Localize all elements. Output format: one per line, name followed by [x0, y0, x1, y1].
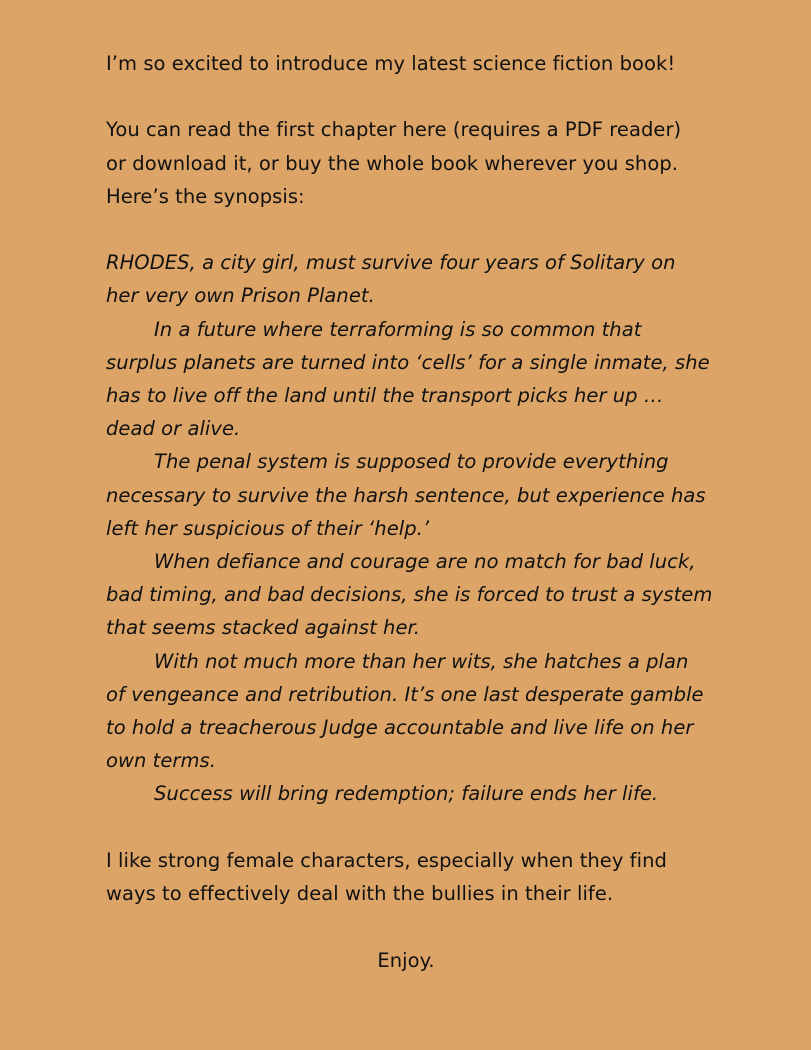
synopsis-line: of vengeance and retribution. It’s one last desperate gamble: [106, 682, 704, 706]
synopsis-line: The penal system is supposed to provide everything: [154, 450, 669, 474]
synopsis-line: Success will bring redemption; failure ends her life.: [154, 782, 659, 806]
synopsis-line: When defiance and courage are no match for bad luck,: [154, 550, 696, 574]
synopsis-block: [106, 246, 721, 810]
closing-line: I like strong female characters, especially when they find: [106, 848, 667, 872]
synopsis-paragraph-3: [106, 445, 721, 545]
intro-line: I’m so excited to introduce my latest science fiction book!: [106, 52, 676, 75]
synopsis-line: With not much more than her wits, she hatches a plan: [154, 649, 689, 673]
synopsis-paragraph-1: [106, 246, 721, 312]
intro-paragraph: [106, 47, 721, 80]
closing-paragraph: [106, 844, 721, 910]
synopsis-line: dead or alive.: [106, 417, 241, 441]
paragraph-gap: [106, 80, 721, 113]
synopsis-paragraph-2: [106, 313, 721, 446]
synopsis-line: has to live off the land until the transport picks her up …: [106, 384, 664, 407]
synopsis-paragraph-4: [106, 545, 721, 645]
signoff-text: Enjoy.: [377, 949, 435, 973]
synopsis-line: that seems stacked against her.: [106, 616, 421, 640]
synopsis-line: own terms.: [106, 749, 216, 773]
read-info-line: Here’s the synopsis:: [106, 184, 305, 208]
synopsis-line: In a future where terraforming is so common that: [154, 317, 642, 341]
paragraph-gap: [106, 213, 721, 246]
synopsis-line: RHODES, a city girl, must survive four years of Solitary on: [106, 251, 676, 275]
synopsis-paragraph-5: [106, 645, 721, 778]
synopsis-line: her very own Prison Planet.: [106, 284, 375, 308]
read-info-paragraph: [106, 113, 721, 213]
read-info-line: or download it, or buy the whole book wherever you shop.: [106, 151, 678, 175]
synopsis-line: surplus planets are turned into ‘cells’ for a single inmate, she: [106, 350, 710, 374]
closing-line: ways to effectively deal with the bullies in their life.: [106, 882, 614, 906]
synopsis-line: left her suspicious of their ‘help.’: [106, 516, 430, 540]
synopsis-line: to hold a treacherous Judge accountable and live life on her: [106, 716, 694, 740]
paragraph-gap: [106, 811, 721, 844]
synopsis-paragraph-6: [106, 777, 721, 810]
synopsis-line: bad timing, and bad decisions, she is forced to trust a system: [106, 583, 713, 607]
synopsis-line: necessary to survive the harsh sentence, but experience has: [106, 483, 706, 507]
read-info-line: You can read the first chapter here (requires a PDF reader): [106, 118, 682, 142]
